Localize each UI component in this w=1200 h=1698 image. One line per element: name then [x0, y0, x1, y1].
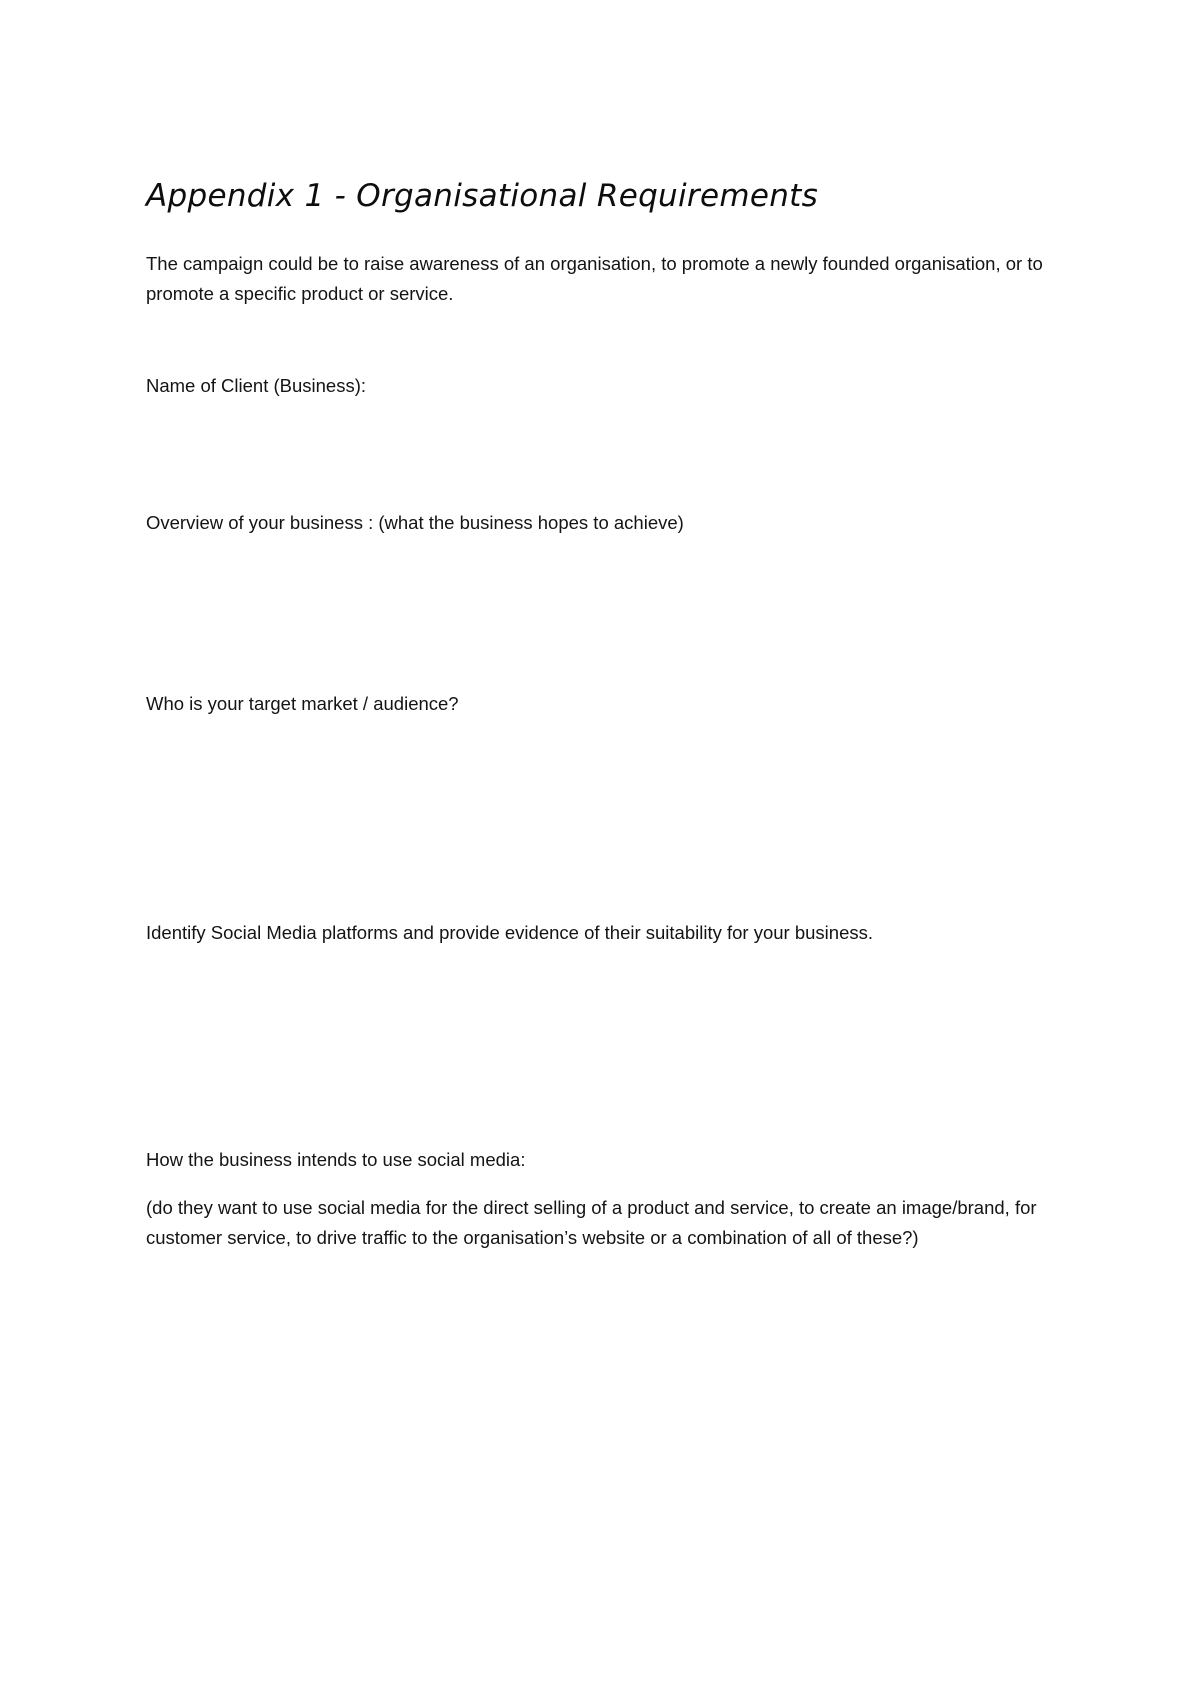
target-market-prompt: Who is your target market / audience? [146, 693, 459, 714]
business-overview-prompt: Overview of your business : (what the business hopes to achieve) [146, 512, 684, 533]
social-platforms-prompt: Identify Social Media platforms and provide evidence of their suitability for your business. [146, 922, 874, 943]
intro-paragraph: The campaign could be to raise awareness of an organisation, to promote a newly founded organisation, or to promote a specific product or service. [146, 253, 1043, 304]
client-name-prompt: Name of Client (Business): [146, 375, 367, 396]
social-usage-prompt: How the business intends to use social media: [146, 1149, 526, 1170]
social-usage-detail: (do they want to use social media for the direct selling of a product and service, to create an image/brand, for customer service, to drive traffic to the organisation’s website or a combination of all of these?) [146, 1197, 1037, 1248]
page-title: Appendix 1 - Organisational Requirements [146, 178, 819, 214]
